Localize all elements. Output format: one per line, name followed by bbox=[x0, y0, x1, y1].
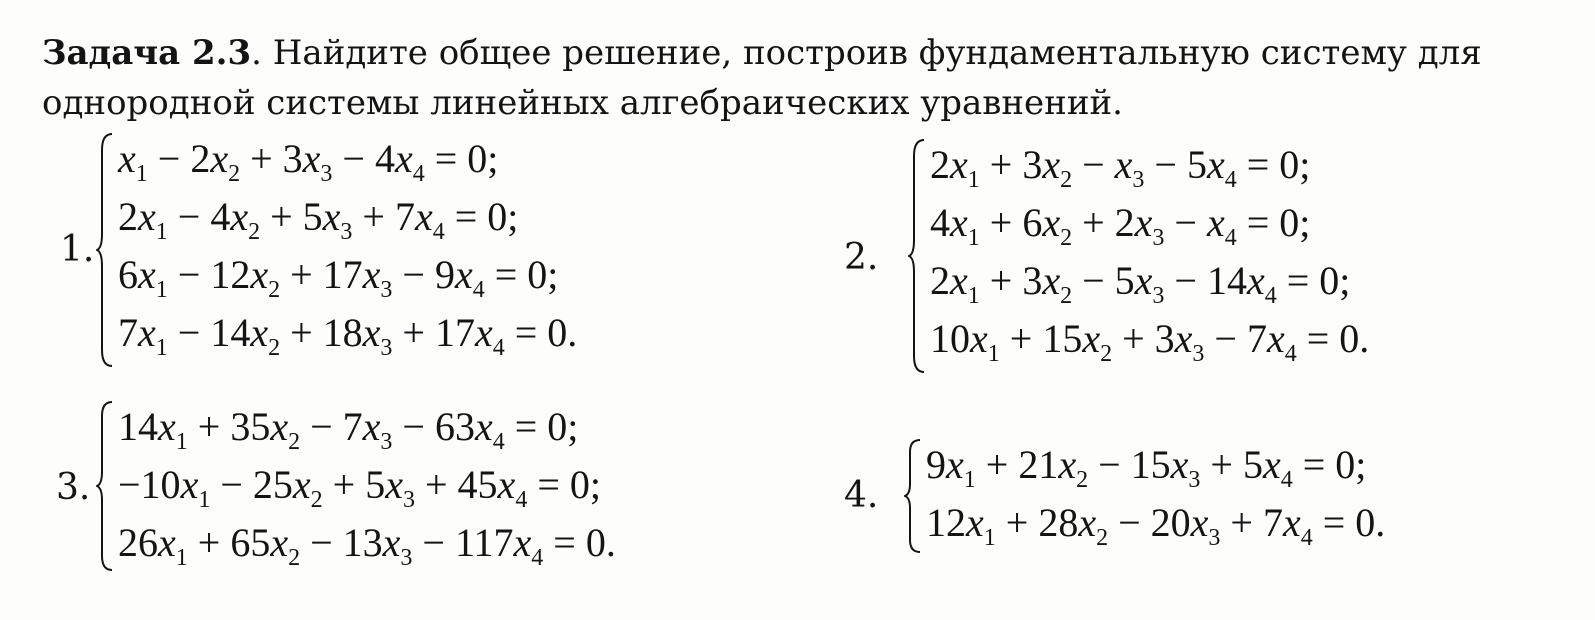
equation: $12x_1 + 28x_2 - 20x_3 + 7x_4 = 0$. bbox=[926, 500, 1386, 551]
equation-list bbox=[118, 130, 577, 362]
equation: $26x_1 + 65x_2 - 13x_3 - 117x_4 = 0$. bbox=[118, 520, 616, 571]
equation: $4x_1 + 6x_2 + 2x_3 - x_4 = 0$; bbox=[930, 200, 1311, 251]
equation-list bbox=[930, 136, 1369, 368]
equation: $10x_1 + 15x_2 + 3x_3 - 7x_4 = 0$. bbox=[930, 316, 1370, 367]
system-brace bbox=[908, 136, 926, 376]
problem-number: 4. bbox=[844, 475, 879, 516]
equation-list bbox=[118, 398, 616, 572]
equation: $7x_1 - 14x_2 + 18x_3 + 17x_4 = 0$. bbox=[118, 310, 578, 361]
task-label: Задача 2.3 bbox=[42, 33, 252, 73]
equation: $2x_1 - 4x_2 + 5x_3 + 7x_4 = 0$; bbox=[118, 194, 519, 245]
equation: $x_1 - 2x_2 + 3x_3 - 4x_4 = 0$; bbox=[118, 136, 499, 187]
system-brace bbox=[96, 398, 114, 574]
equation: $14x_1 + 35x_2 - 7x_3 - 63x_4 = 0$; bbox=[118, 404, 579, 455]
problem-number: 1. bbox=[60, 229, 95, 270]
problem-number: 3. bbox=[56, 467, 91, 508]
equation-list bbox=[926, 436, 1385, 552]
equation: $-10x_1 - 25x_2 + 5x_3 + 45x_4 = 0$; bbox=[118, 462, 601, 513]
equation: $6x_1 - 12x_2 + 17x_3 - 9x_4 = 0$; bbox=[118, 252, 559, 303]
equation: $2x_1 + 3x_2 - x_3 - 5x_4 = 0$; bbox=[930, 142, 1311, 193]
equation: $2x_1 + 3x_2 - 5x_3 - 14x_4 = 0$; bbox=[930, 258, 1351, 309]
system-brace bbox=[904, 436, 922, 556]
system-brace bbox=[96, 130, 114, 370]
task-statement bbox=[42, 28, 1562, 128]
task-text: . Найдите общее решение, построив фундаментальную систему для однородной системы линейных алгебраических уравнений. bbox=[42, 33, 1482, 123]
equation: $9x_1 + 21x_2 - 15x_3 + 5x_4 = 0$; bbox=[926, 442, 1367, 493]
problem-number: 2. bbox=[844, 237, 879, 278]
